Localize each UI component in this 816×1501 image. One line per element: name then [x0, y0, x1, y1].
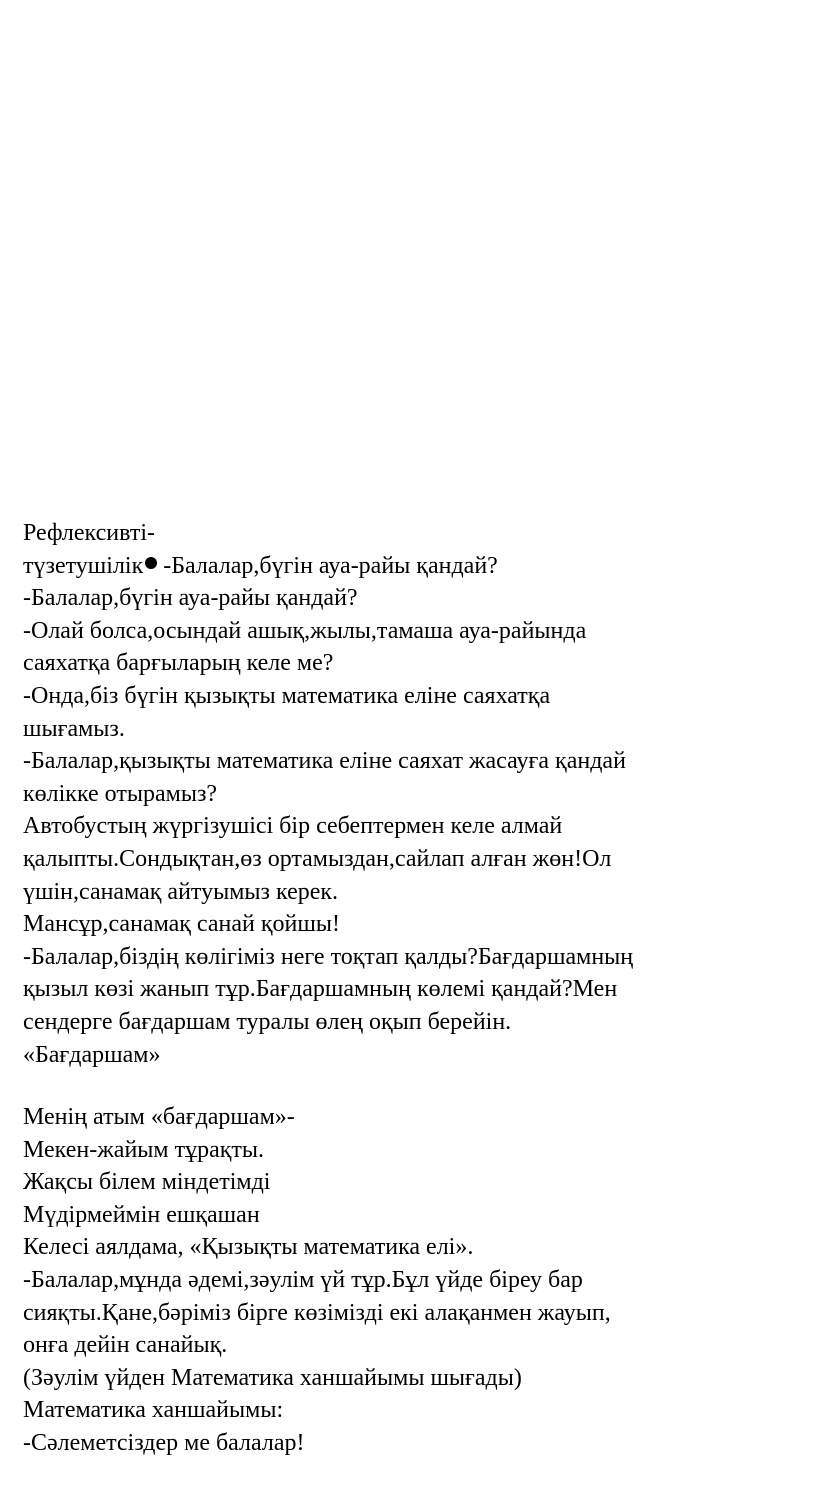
poem-line: Жақсы білем міндетімді: [23, 1169, 271, 1196]
text-line: сендерге бағдаршам туралы өлең оқып берейін.: [23, 1008, 512, 1035]
text-line: -Балалар,біздің көлігіміз неге тоқтап қалды?Бағдаршамның: [23, 943, 634, 970]
text-line: -Сәлеметсіздер ме балалар!: [23, 1430, 305, 1457]
text-line: шығамыз.: [23, 715, 125, 742]
poem-title: «Бағдаршам»: [23, 1041, 161, 1068]
section-label-line1: Рефлексивті-: [23, 520, 155, 546]
text-line: көлікке отырамыз?: [23, 780, 218, 807]
text-line: Автобустың жүргізушісі бір себептермен келе алмай: [23, 813, 563, 840]
text-line: Келесі аялдама, «Қызықты математика елі».: [23, 1234, 474, 1261]
text-line: саяхатқа барғыларың келе ме?: [23, 650, 334, 677]
poem-line: Менің атым «бағдаршам»-: [23, 1104, 295, 1131]
text-line: үшін,санамақ айтуымыз керек.: [23, 878, 339, 905]
lesson-text: [23, 517, 808, 1460]
text-line: Мансұр,санамақ санай қойшы!: [23, 911, 340, 938]
text-line: Математика ханшайымы:: [23, 1397, 284, 1424]
first-question: -Балалар,бүгін ауа-райы қандай?: [163, 552, 498, 579]
text-line: (Зәулім үйден Математика ханшайымы шығады): [23, 1364, 522, 1391]
text-line: -Онда,біз бүгін қызықты математика еліне саяхатқа: [23, 682, 551, 709]
poem-line: Мүдірмеймін ешқашан: [23, 1201, 260, 1228]
text-line: -Балалар,мұнда әдемі,зәулім үй тұр.Бұл үйде біреу бар: [23, 1267, 583, 1294]
paragraph-gap: [23, 1071, 808, 1101]
text-line: қалыпты.Сондықтан,өз ортамыздан,сайлап алған жөн!Ол: [23, 845, 612, 872]
text-line: -Олай болса,осындай ашық,жылы,тамаша ауа-райында: [23, 617, 587, 644]
poem-line: Мекен-жайым тұрақты.: [23, 1136, 265, 1163]
section-label-row: [23, 550, 808, 583]
text-line: -Балалар,қызықты математика еліне саяхат жасауға қандай: [23, 748, 626, 775]
bullet-icon: [145, 557, 157, 569]
text-line: сияқты.Қане,бәріміз бірге көзімізді екі алақанмен жауып,: [23, 1299, 611, 1326]
section-label-line2: түзетушілік: [23, 552, 144, 579]
text-line: қызыл көзі жанып тұр.Бағдаршамның көлемі қандай?Мен: [23, 976, 618, 1003]
text-line: онға дейін санайық.: [23, 1332, 228, 1359]
text-line: -Балалар,бүгін ауа-райы қандай?: [23, 585, 358, 612]
